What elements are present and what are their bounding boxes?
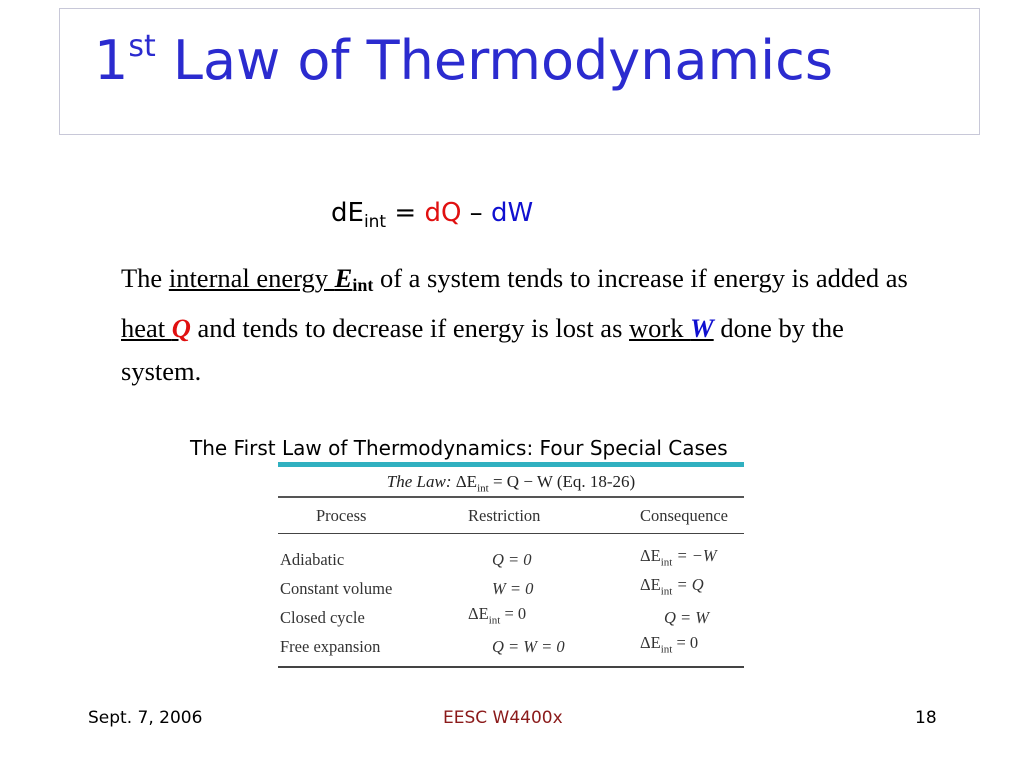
para-text-4: done by the system. (121, 313, 844, 386)
row-consequence (640, 633, 698, 655)
equation-heat: dQ (424, 198, 462, 228)
title-number: 1 (94, 29, 129, 92)
consequence-post: = 0 (672, 633, 699, 652)
restriction-text: W = 0 (492, 579, 534, 598)
header-consequence: Consequence (640, 506, 728, 525)
row-consequence (640, 546, 717, 568)
header-restriction: Restriction (468, 506, 541, 525)
consequence-pre: ΔE (640, 546, 661, 565)
para-text-2: of a system tends to increase if energy is added as (373, 263, 908, 293)
symbol-q: Q (171, 313, 191, 343)
consequence-sub: int (660, 556, 673, 569)
equation-work: dW (490, 198, 534, 228)
restriction-sub: int (488, 614, 501, 627)
slide-title (94, 29, 833, 92)
table-top-rule (278, 462, 744, 467)
title-ordinal: st (128, 29, 156, 64)
internal-energy-term (169, 263, 374, 293)
row-restriction (468, 604, 526, 626)
para-text-3: and tends to decrease if energy is lost as (190, 313, 630, 343)
row-process: Closed cycle (280, 608, 365, 627)
first-law-equation (331, 198, 533, 232)
consequence-pre: ΔE (640, 575, 661, 594)
restriction-text: Q = W = 0 (492, 637, 565, 656)
law-delta: ΔE (455, 472, 478, 491)
row-consequence (640, 575, 704, 597)
row-restriction (492, 637, 565, 657)
law-sub: int (477, 482, 489, 495)
row-process: Constant volume (280, 579, 393, 598)
title-text: Law of Thermodynamics (155, 29, 833, 92)
row-consequence (664, 608, 709, 628)
row-process: Adiabatic (280, 550, 345, 569)
restriction-text: Q = 0 (492, 550, 532, 569)
para-underline-3: work (629, 313, 691, 343)
special-cases-table (278, 462, 744, 670)
footer-course: EESC W4400x (443, 708, 563, 728)
consequence-post: = Q (672, 575, 704, 594)
footer-date: Sept. 7, 2006 (88, 708, 203, 728)
restriction-text: ΔE (468, 604, 489, 623)
equation-equals: = (386, 198, 425, 228)
explanation-paragraph (121, 257, 921, 393)
table-law-row (278, 468, 744, 498)
equation-lhs: dE (331, 198, 364, 228)
header-process: Process (316, 506, 367, 525)
symbol-e-sub: int (352, 275, 374, 295)
row-process: Free expansion (280, 637, 381, 656)
consequence-sub: int (660, 585, 673, 598)
footer-page-number: 18 (915, 708, 937, 728)
header-rule (278, 533, 744, 534)
law-rest: = Q − W (Eq. 18-26) (488, 472, 636, 491)
symbol-w: W (690, 313, 714, 343)
restriction-post: = 0 (500, 604, 527, 623)
para-underline-1: internal energy (168, 263, 335, 293)
consequence-pre: Q = W (664, 608, 710, 627)
heat-term (121, 313, 191, 343)
consequence-post: = −W (672, 546, 717, 565)
row-restriction (492, 579, 533, 599)
equation-minus: – (461, 198, 491, 228)
consequence-sub: int (660, 643, 673, 656)
para-underline-2: heat (121, 313, 172, 343)
law-prefix: The Law: (386, 472, 456, 491)
row-restriction (492, 550, 532, 570)
figure-caption: The First Law of Thermodynamics: Four Special Cases (190, 436, 728, 460)
equation-lhs-sub: int (363, 212, 387, 233)
para-text-1: The (121, 263, 169, 293)
work-term (629, 313, 714, 343)
consequence-pre: ΔE (640, 633, 661, 652)
symbol-e: E (334, 263, 353, 293)
table-bottom-rule (278, 666, 744, 668)
